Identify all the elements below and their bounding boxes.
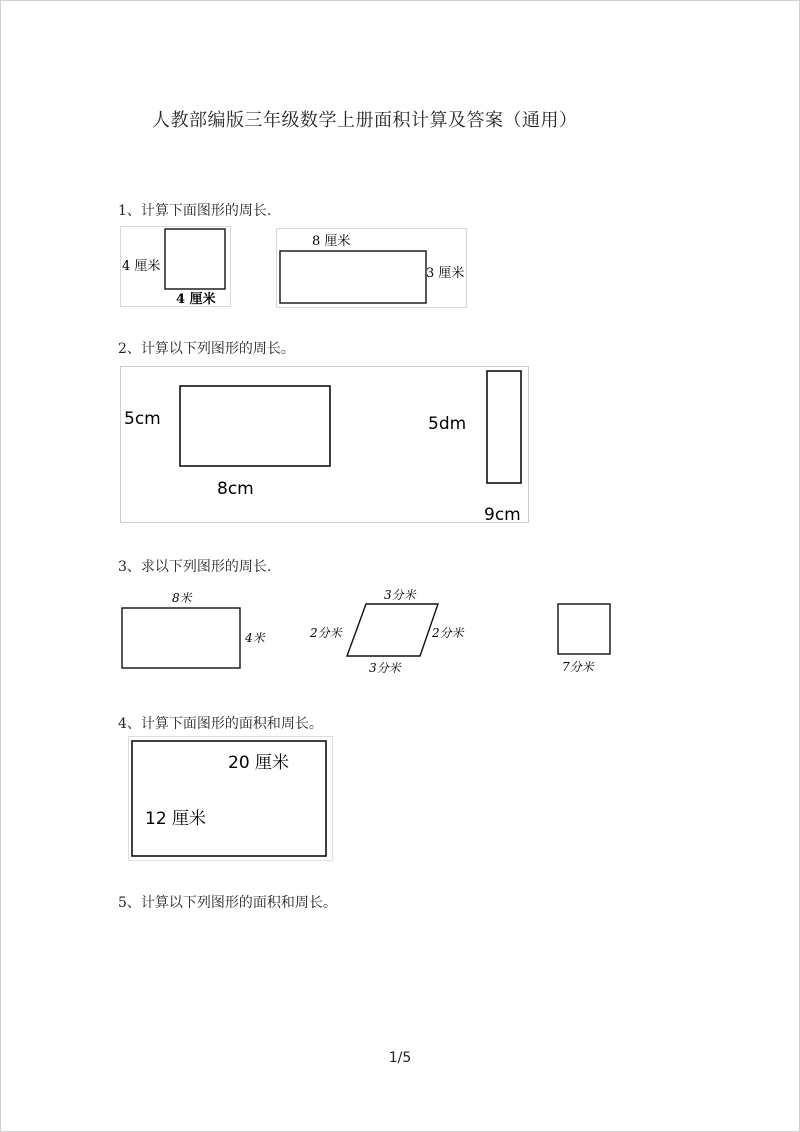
fig3-rect-right-label: 4米	[245, 631, 265, 645]
page-title: 人教部编版三年级数学上册面积计算及答案（通用）	[152, 110, 578, 131]
figure-2	[120, 366, 530, 524]
question-4: 4、计算下面图形的面积和周长。	[118, 716, 323, 732]
fig3-para-left-label: 2分米	[310, 626, 342, 640]
rectangle-5x8	[180, 386, 330, 466]
question-2: 2、计算以下列图形的周长。	[118, 341, 295, 357]
parallelogram-shape	[347, 604, 438, 656]
figure-4	[128, 736, 334, 862]
square-7dm	[558, 604, 610, 654]
fig4-short-side-label: 12 厘米	[145, 809, 207, 829]
figure-3-parallelogram	[306, 586, 478, 676]
page-number: 1/5	[388, 1050, 412, 1066]
fig3-para-top-label: 3分米	[384, 588, 416, 602]
question-5: 5、计算以下列图形的面积和周长。	[118, 895, 337, 911]
rectangle-8x4	[122, 608, 240, 668]
fig2-rect-bottom-label: 8cm	[217, 479, 254, 499]
fig2-tall-bottom-label: 9cm	[484, 505, 521, 524]
tall-rectangle	[487, 371, 521, 483]
fig1-square-left-label: 4 厘米	[122, 259, 161, 274]
question-3: 3、求以下列图形的周长.	[118, 559, 272, 575]
fig3-para-bottom-label: 3分米	[369, 661, 401, 675]
figure-1-square	[120, 226, 232, 308]
fig3-rect-top-label: 8米	[172, 591, 192, 605]
fig4-long-side-label: 20 厘米	[228, 753, 290, 773]
fig1-rect-top-label: 8 厘米	[312, 234, 351, 249]
fig1-square-bottom-label: 4 厘米	[176, 292, 216, 307]
figure-1-rectangle	[276, 228, 468, 310]
figure-3-rectangle	[118, 588, 278, 672]
figure-3-square	[554, 600, 624, 680]
fig2-tall-left-label: 5dm	[428, 414, 467, 434]
question-1: 1、计算下面图形的周长.	[118, 203, 272, 219]
fig2-rect-left-label: 5cm	[124, 409, 161, 429]
square-shape	[165, 229, 225, 289]
fig3-para-right-label: 2分米	[432, 626, 464, 640]
fig1-rect-right-label: 3 厘米	[426, 266, 465, 281]
fig3-square-bottom-label: 7分米	[562, 660, 594, 674]
rectangle-shape	[280, 251, 426, 303]
